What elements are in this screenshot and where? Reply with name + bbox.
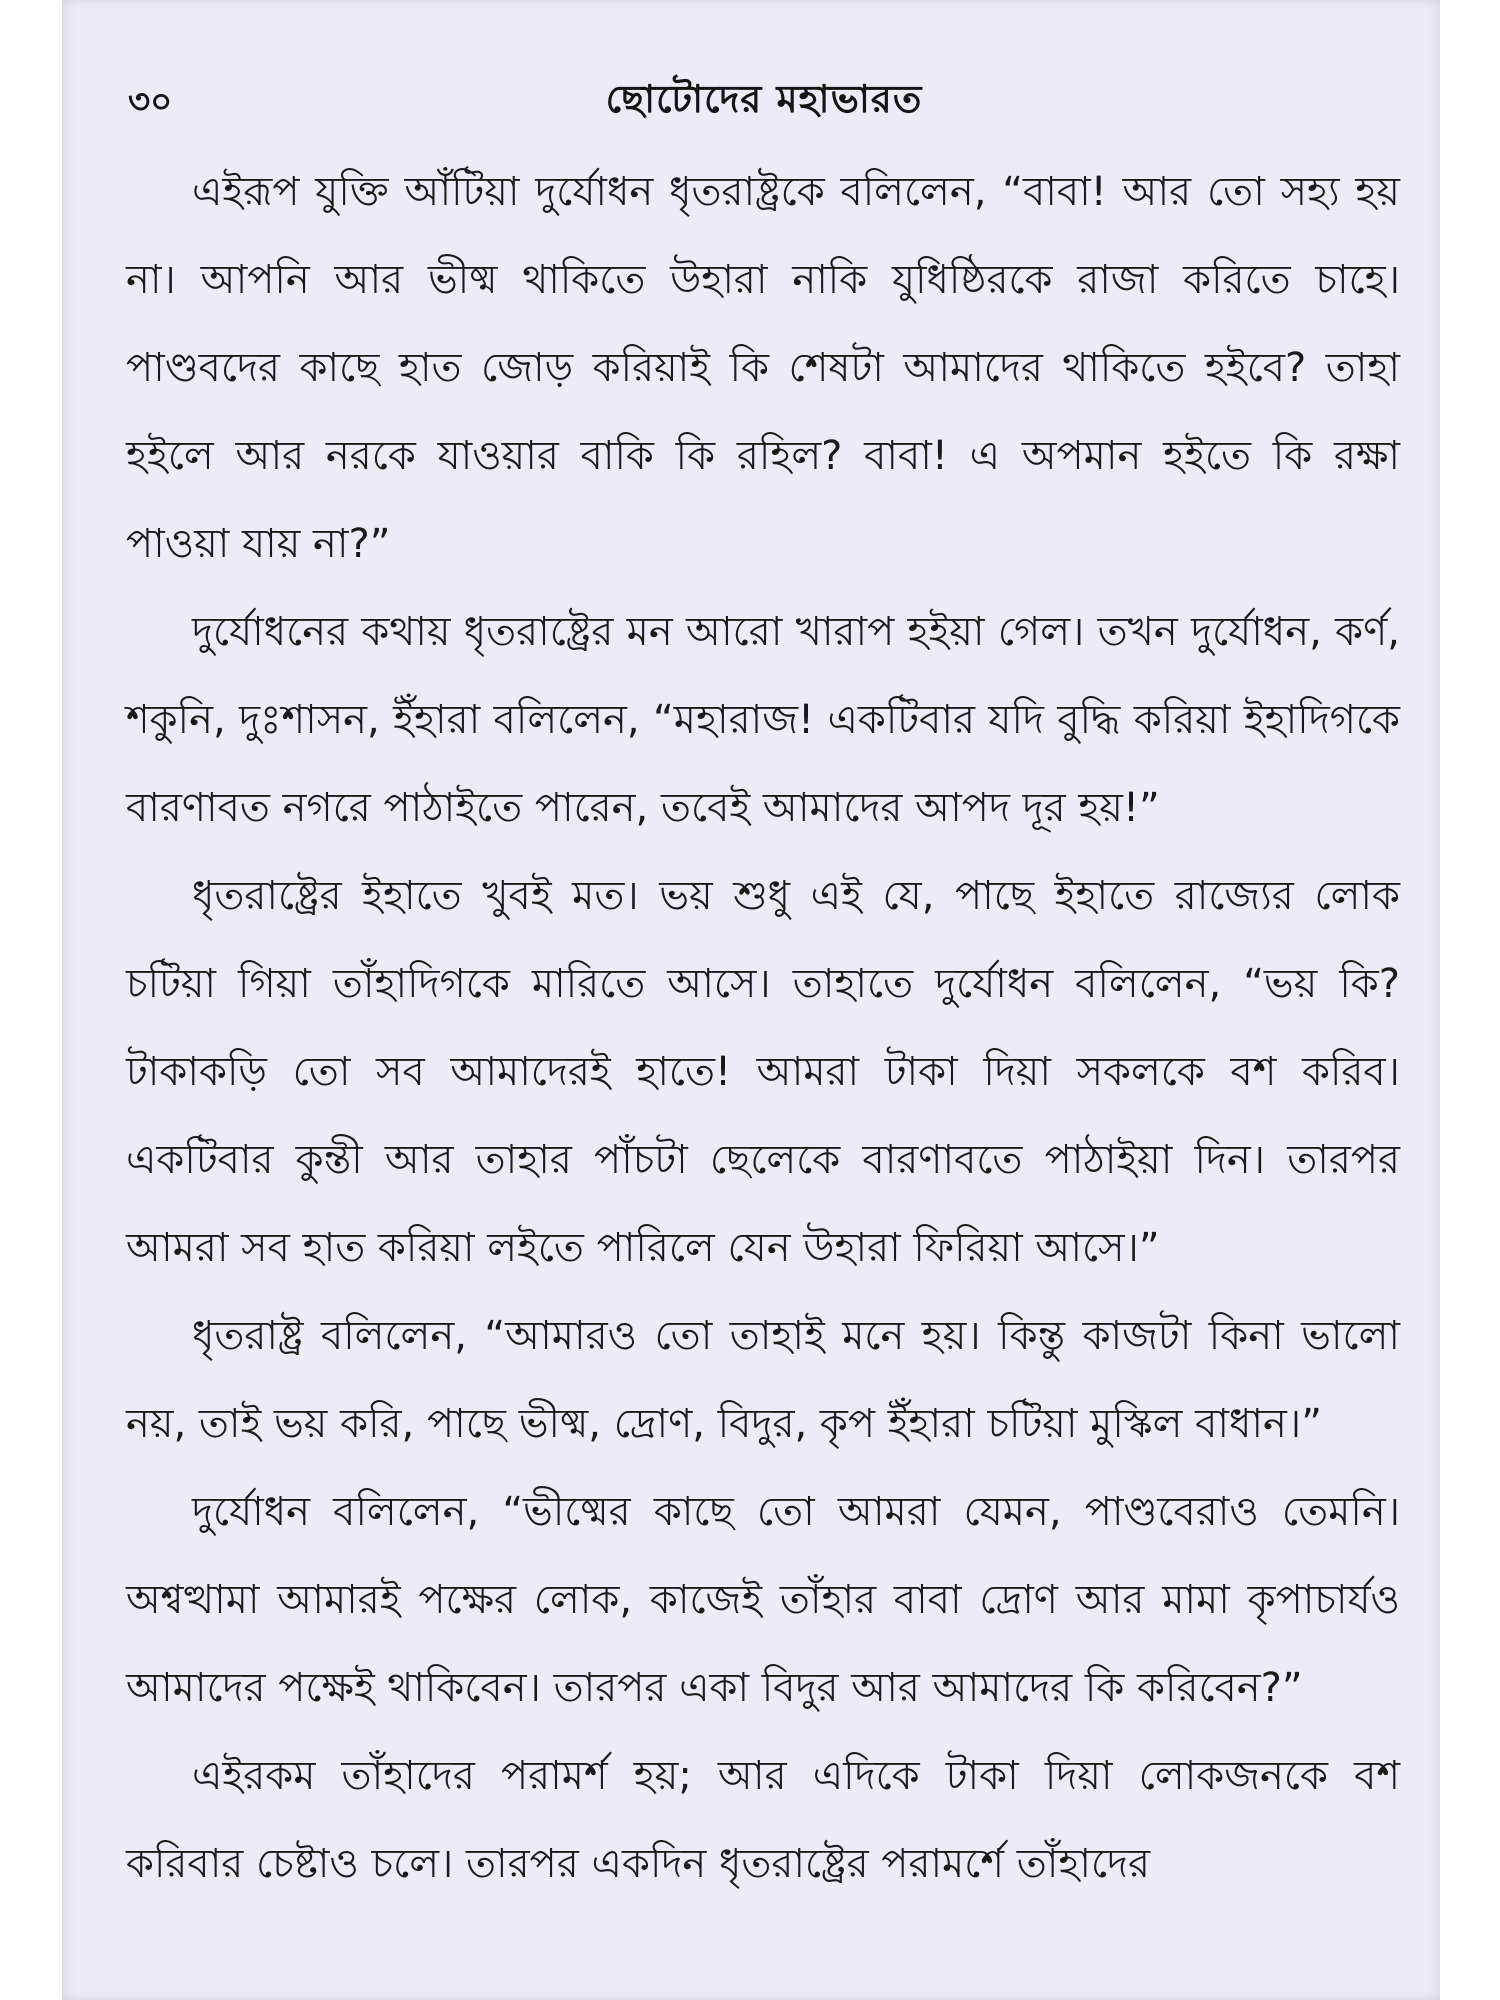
paragraph: এইরূপ যুক্তি আঁটিয়া দুর্যোধন ধৃতরাষ্ট্রকে বলিলেন, “বাবা! আর তো সহ্য হয় না। আপনি আর ভীষ্ম থাকিতে উহারা নাকি যুধিষ্ঠিরকে রাজা করিতে চাহে। পাণ্ডবদের কাছে হাত জোড় করিয়াই কি শেষটা আমাদের থাকিতে হইবে? তাহা হইলে আর নরকে যাওয়ার বাকি কি রহিল? বাবা! এ অপমান হইতে কি রক্ষা পাওয়া যায় না?” (126, 169, 1400, 567)
page-header (128, 70, 1400, 130)
paragraph: দুর্যোধন বলিলেন, “ভীষ্মের কাছে তো আমরা যেমন, পাণ্ডবেরাও তেমনি। অশ্বত্থামা আমারই পক্ষের লোক, কাজেই তাঁহার বাবা দ্রোণ আর মামা কৃপাচার্যও আমাদের পক্ষেই থাকিবেন। তারপর একা বিদুর আর আমাদের কি করিবেন?” (126, 1489, 1400, 1711)
page-number: ৩০ (128, 82, 173, 122)
paragraph: এইরকম তাঁহাদের পরামর্শ হয়; আর এদিকে টাকা দিয়া লোকজনকে বশ করিবার চেষ্টাও চলে। তারপর একদিন ধৃতরাষ্ট্রের পরামর্শে তাঁহাদের (126, 1753, 1400, 1887)
paragraph: ধৃতরাষ্ট্রের ইহাতে খুবই মত। ভয় শুধু এই যে, পাছে ইহাতে রাজ্যের লোক চটিয়া গিয়া তাঁহাদিগকে মারিতে আসে। তাহাতে দুর্যোধন বলিলেন, “ভয় কি? টাকাকড়ি তো সব আমাদেরই হাতে! আমরা টাকা দিয়া সকলকে বশ করিব। একটিবার কুন্তী আর তাহার পাঁচটা ছেলেকে বারণাবতে পাঠাইয়া দিন। তারপর আমরা সব হাত করিয়া লইতে পারিলে যেন উহারা ফিরিয়া আসে।” (126, 873, 1400, 1271)
paragraph: ধৃতরাষ্ট্র বলিলেন, “আমারও তো তাহাই মনে হয়। কিন্তু কাজটা কিনা ভালো নয়, তাই ভয় করি, পাছে ভীষ্ম, দ্রোণ, বিদুর, কৃপ ইঁহারা চটিয়া মুস্কিল বাধান।” (126, 1313, 1400, 1447)
paragraph: দুর্যোধনের কথায় ধৃতরাষ্ট্রের মন আরো খারাপ হইয়া গেল। তখন দুর্যোধন, কর্ণ, শকুনি, দুঃশাসন, ইঁহারা বলিলেন, “মহারাজ! একটিবার যদি বুদ্ধি করিয়া ইহাদিগকে বারণাবত নগরে পাঠাইতে পারেন, তবেই আমাদের আপদ দূর হয়!” (126, 609, 1400, 831)
running-title: ছোটোদের মহাভারত (605, 77, 923, 121)
body-text (126, 148, 1400, 1908)
